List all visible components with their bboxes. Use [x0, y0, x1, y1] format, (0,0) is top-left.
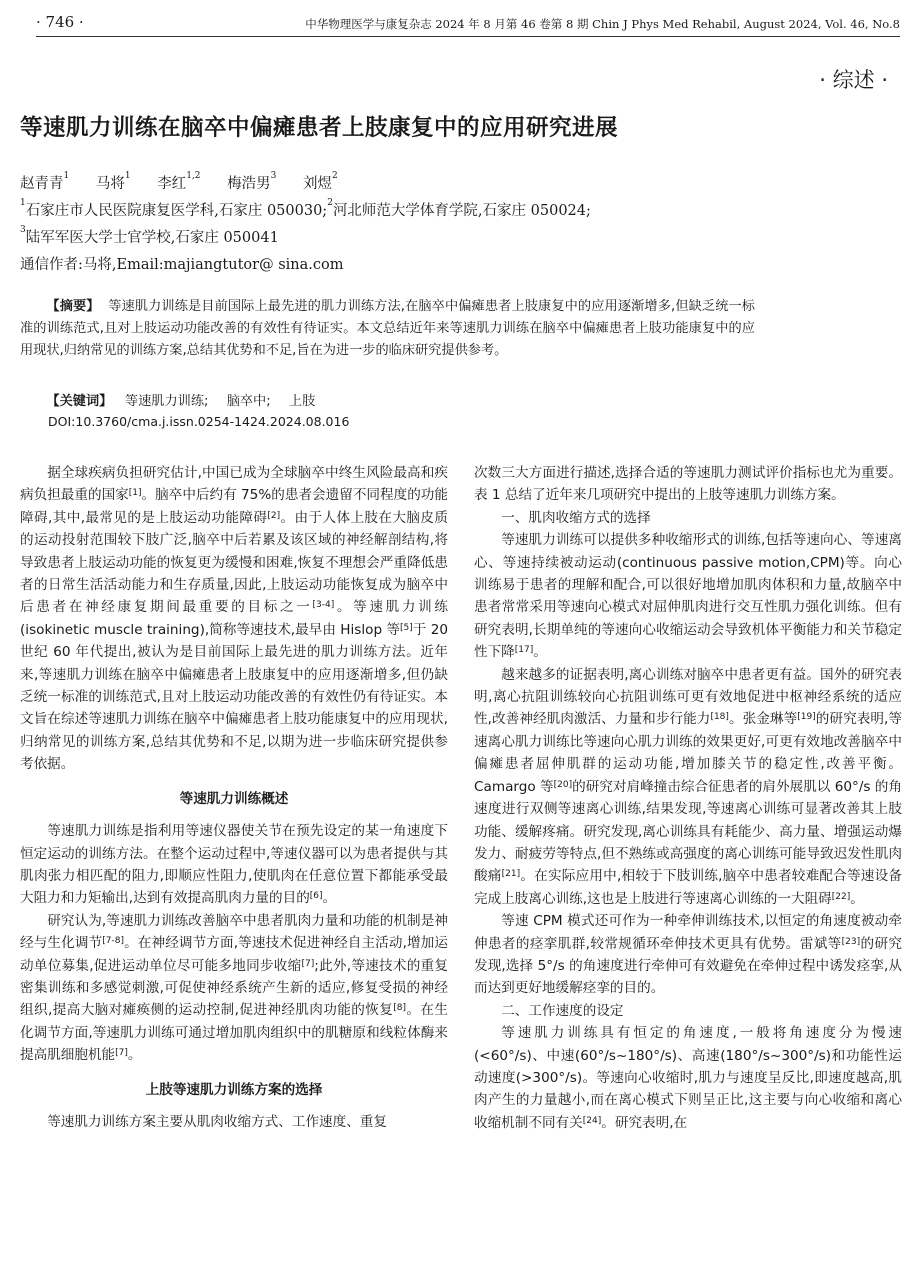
abstract-label: 【摘要】 [46, 299, 100, 314]
keywords [20, 390, 329, 409]
paragraph: 等速肌力训练方案主要从肌肉收缩方式、工作速度、重复 [47, 1113, 388, 1130]
author: 梅浩男$^3$ [227, 171, 277, 192]
doi: DOI:10.3760/cma.j.issn.0254-1424.2024.08.016 [48, 414, 350, 429]
journal-citation: 中华物理医学与康复杂志 2024 年 8 月第 46 卷第 8 期 Chin J Phys Med Rehabil, August 2024, Vol. 46, No.8 [305, 17, 900, 31]
keywords-label: 【关键词】 [46, 394, 113, 409]
paragraph: 据全球疾病负担研究估计,中国已成为全球脑卒中终生风险最高和疾病负担最重的国家[1]。脑卒中后约有 75%的患者会遗留不同程度的功能障碍,其中,最常见的是上肢运动功能障碍[2]。由于人体上肢在大脑皮质的运动投射范围较下肢广泛,脑卒中后若累及该区域的神经解剖结构,将导致患者上肢运动功能的恢复更为缓慢和困难,恢复不理想会严重降低患者的日常生活活动能力和生存质量,因此,上肢运动功能恢复成为脑卒中后患者在神经康复期间最重要的目标之一[3-4]。等速肌力训练(isokinetic muscle training),简称等速技术,最早由 Hislop 等[5]于 20 世纪 60 年代提出,被认为是目前国际上最先进的肌力训练方法。近年来,等速肌力训练在脑卒中偏瘫患者上肢康复中的应用逐渐增多,但仍缺乏统一标准的训练范式,且对上肢运动功能改善的有效性仍有待证实。本文旨在综述等速肌力训练在脑卒中偏瘫患者上肢功能康复中的应用现状,归纳常见的训练方案,总结其优势和不足,以期为进一步临床研究提供参考依据。 [20, 465, 449, 773]
paragraph: 等速肌力训练可以提供多种收缩形式的训练,包括等速向心、等速离心、等速持续被动运动(continuous passive motion,CPM)等。向心训练易于患者的理解和配合,可以很好地增加肌肉体积和力量,故脑卒中患者常常采用等速向心模式对屈伸肌肉进行交互性肌力强化训练。但有研究表明,长期单纯的等速向心收缩运动会导致机体平衡能力和关节稳定性下降[17]。 [474, 532, 902, 661]
abstract-text: 等速肌力训练是目前国际上最先进的肌力训练方法,在脑卒中偏瘫患者上肢康复中的应用逐渐增多,但缺乏统一标准的训练范式,且对上肢运动功能改善的有效性有待证实。本文总结近年来等速肌力训练在脑卒中偏瘫患者上肢功能康复中的应用现状,归纳常见的训练方案,总结其优势和不足,旨在为进一步的临床研究提供参考。 [20, 299, 755, 358]
affiliation-line: $^3$陆军军医大学士官学校,石家庄 050041 [20, 225, 279, 246]
paragraph: 研究认为,等速肌力训练改善脑卒中患者肌肉力量和功能的机制是神经与生化调节[7-8]。在神经调节方面,等速技术促进神经自主活动,增加运动单位募集,促进运动单位尽可能多地同步收缩[7];此外,等速技术的重复密集训练和多感觉刺激,可促使神经系统产生新的适应,修复受损的神经组织,提高大脑对瘫痪侧的运动控制,促进神经肌肉功能的恢复[8]。在生化调节方面,等速肌力训练可通过增加肌肉组织中的肌糖原和线粒体酶来提高肌细胞机能[7]。 [20, 912, 449, 1064]
correspondence: 通信作者:马将,Email:majiangtutor@ sina.com [20, 257, 344, 273]
paragraph: 等速肌力训练是指利用等速仪器使关节在预先设定的某一角速度下恒定运动的训练方法。在整个运动过程中,等速仪器可以为患者提供与其肌肉张力相匹配的阻力,即顺应性阻力,使肌肉在任意位置下都能承受最大阻力和力矩输出,达到有效提高肌肉力量的目的[6]。 [20, 823, 448, 907]
abstract [20, 296, 755, 362]
page-number: · 746 · [36, 13, 84, 31]
author: 刘煜$^2$ [302, 171, 338, 192]
section-label: · 综述 · [819, 68, 888, 92]
subsection-heading: 一、肌肉收缩方式的选择 [501, 509, 651, 526]
keyword: 等速肌力训练; [124, 394, 209, 409]
author: 马将$^1$ [95, 171, 131, 192]
keyword: 上肢 [288, 394, 316, 409]
body-column-left [20, 462, 448, 1133]
author: 赵青青$^1$ [20, 171, 70, 192]
running-header [36, 13, 900, 37]
author: 李红$^{1,2}$ [157, 171, 201, 192]
paragraph: 次数三大方面进行描述,选择合适的等速肌力测试评价指标也尤为重要。表 1 总结了近年来几项研究中提出的上肢等速肌力训练方案。 [474, 465, 902, 504]
paragraph: 等速 CPM 模式还可作为一种牵伸训练技术,以恒定的角速度被动牵伸患者的痉挛肌群,较常规循环牵伸技术更具有优势。雷斌等[23]的研究发现,选择 5°/s 的角速度进行牵伸可有效避免在牵伸过程中诱发痉挛,从而达到更好地缓解痉挛的目的。 [474, 913, 903, 997]
section-heading: 上肢等速肌力训练方案的选择 [145, 1081, 323, 1098]
affiliation-line: $^1$石家庄市人民医院康复医学科,石家庄 050030;$^2$河北师范大学体育学院,石家庄 050024; [20, 198, 591, 219]
article-title: 等速肌力训练在脑卒中偏瘫患者上肢康复中的应用研究进展 [20, 115, 619, 141]
body-column-right [474, 462, 902, 1134]
section-heading: 等速肌力训练概述 [179, 790, 289, 807]
paragraph: 等速肌力训练具有恒定的角速度,一般将角速度分为慢速(<60°/s)、中速(60°/s~180°/s)、高速(180°/s~300°/s)和功能性运动速度(>300°/s)。等速向心收缩时,肌力与速度呈反比,即速度越高,肌肉产生的力量越小,而在离心模式下则呈正比,这主要与向心收缩和离心收缩机制不同有关[24]。研究表明,在 [474, 1025, 902, 1131]
keyword: 脑卒中; [226, 394, 271, 409]
author-list [20, 172, 360, 193]
paragraph: 越来越多的证据表明,离心训练对脑卒中患者更有益。国外的研究表明,离心抗阻训练较向心抗阻训练可更有效地促进中枢神经系统的适应性,改善神经肌肉激活、力量和步行能力[18]。张金琳等[19]的研究表明,等速离心肌力训练比等速向心肌力训练的效果更好,可更有效地改善脑卒中偏瘫患者屈伸肌群的运动功能,增加膝关节的稳定性,改善平衡。Camargo 等[20]的研究对肩峰撞击综合征患者的肩外展肌以 60°/s 的角速度进行双侧等速离心训练,结果发现,等速离心训练可显著改善其上肢功能、缓解疼痛。研究发现,离心训练具有耗能少、高力量、增强运动爆发力、耐疲劳等特点,但不熟练或高强度的离心训练可能导致迟发性肌肉酸痛[21]。在实际应用中,相较于下肢训练,脑卒中患者较难配合等速设备完成上肢离心训练,这也是上肢进行等速离心训练的一大阻碍[22]。 [474, 666, 903, 907]
subsection-heading: 二、工作速度的设定 [501, 1002, 624, 1019]
